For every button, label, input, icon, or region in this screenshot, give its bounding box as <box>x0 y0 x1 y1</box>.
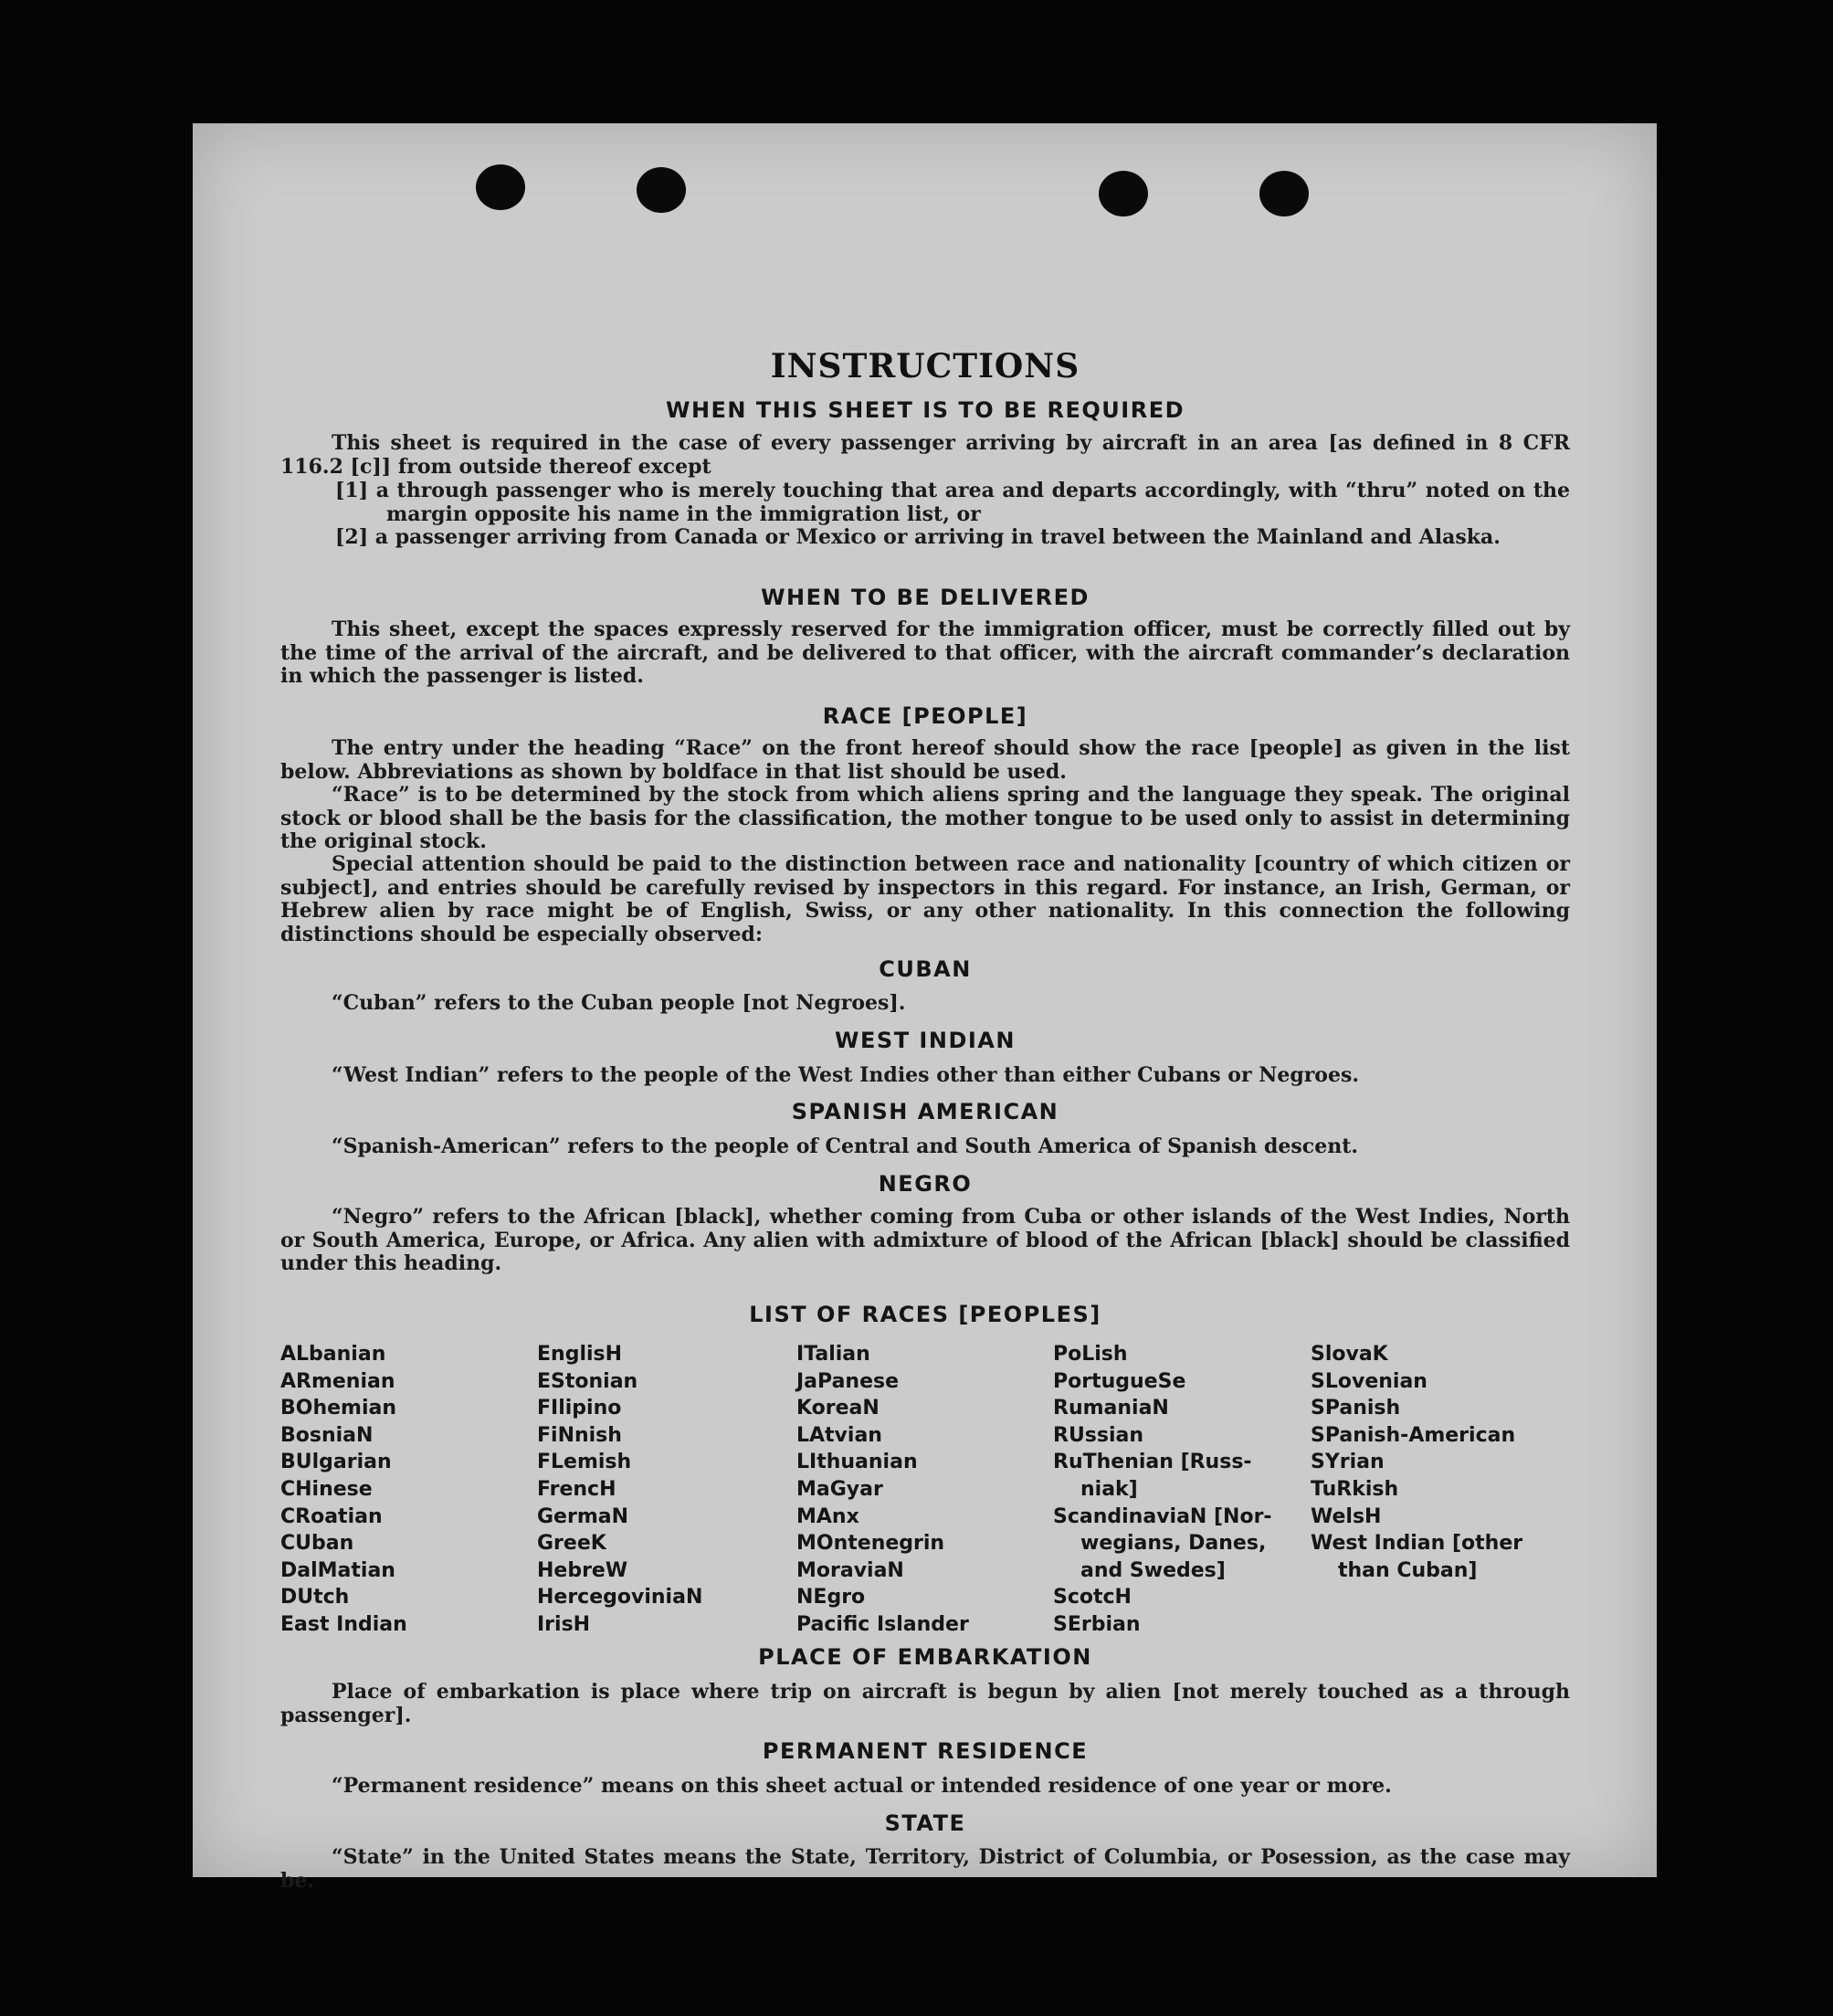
embarkation-text: Place of embarkation is place where trip on aircraft is begun by alien [not merely touched as a through passenger]. <box>280 1680 1570 1727</box>
race-entry: ALbanian <box>280 1343 386 1366</box>
race-entry: GreeK <box>537 1532 606 1556</box>
heading-when-required: WHEN THIS SHEET IS TO BE REQUIRED <box>665 397 1185 423</box>
race-entry-continuation: wegians, Danes, <box>1080 1532 1267 1556</box>
race-entry: IrisH <box>537 1612 591 1636</box>
race-entry: LAtvian <box>796 1423 882 1447</box>
race-entry-continuation: and Swedes] <box>1080 1558 1226 1582</box>
race-entry: BUlgarian <box>280 1451 392 1474</box>
race-entry: SErbian <box>1053 1612 1141 1636</box>
required-intro: This sheet is required in the case of every passenger arriving by aircraft in an area [as defined in 8 CFR 116.2 [c]] from outside thereof except <box>280 431 1570 479</box>
race-entry: BOhemian <box>280 1397 397 1420</box>
heading-when-delivered: WHEN TO BE DELIVERED <box>761 585 1090 610</box>
heading-list-of-races: LIST OF RACES [PEOPLES] <box>749 1302 1101 1327</box>
race-entry: CRoatian <box>280 1504 383 1528</box>
race-entry: CHinese <box>280 1477 373 1501</box>
race-list-column-2 <box>537 1341 702 1639</box>
race-entry: RumaniaN <box>1053 1397 1169 1420</box>
race-entry: Pacific Islander <box>796 1612 969 1636</box>
race-entry-continuation: niak] <box>1080 1477 1138 1501</box>
race-entry: HebreW <box>537 1558 628 1582</box>
race-entry: RuThenian [Russ- <box>1053 1451 1252 1474</box>
race-entry: SPanish-American <box>1311 1423 1516 1447</box>
heading-west-indian: WEST INDIAN <box>835 1028 1016 1053</box>
race-entry: FiNnish <box>537 1423 622 1447</box>
residence-text: “Permanent residence” means on this sheet actual or intended residence of one year or more. <box>332 1774 1392 1798</box>
race-entry: PortugueSe <box>1053 1369 1186 1393</box>
race-list-column-1 <box>280 1341 407 1639</box>
race-entry: PoLish <box>1053 1343 1128 1366</box>
heading-permanent-residence: PERMANENT RESIDENCE <box>762 1738 1089 1764</box>
race-entry: FrencH <box>537 1477 616 1501</box>
race-entry: NEgro <box>796 1586 866 1610</box>
punch-hole <box>1259 171 1309 216</box>
race-entry: KoreaN <box>796 1397 880 1420</box>
race-entry: HercegoviniaN <box>537 1586 703 1610</box>
race-entry: ScotcH <box>1053 1586 1132 1610</box>
race-entry: DalMatian <box>280 1558 395 1582</box>
race-entry: SPanish <box>1311 1397 1401 1420</box>
page-title: INSTRUCTIONS <box>770 347 1080 385</box>
race-paragraph-1: The entry under the heading “Race” on the front hereof should show the race [people] as given in the list below. Abbreviations as shown by boldface in that list should be used. <box>280 736 1570 784</box>
race-entry: MAnx <box>796 1504 859 1528</box>
race-entry: West Indian [other <box>1311 1532 1523 1556</box>
race-entry: CUban <box>280 1532 354 1556</box>
race-paragraph-3: Special attention should be paid to the distinction between race and nationality [country of which citizen or subject], and entries should be carefully revised by inspectors in this regard. For instance, an Irish, German, or Hebrew alien by race might be of English, Swiss, or any other nationality. In this connection the following distinctions should be especially observed: <box>280 852 1570 946</box>
race-entry: RUssian <box>1053 1423 1144 1447</box>
document-page <box>193 123 1657 1893</box>
heading-race: RACE [PEOPLE] <box>822 703 1028 729</box>
race-entry: EnglisH <box>537 1343 623 1366</box>
race-entry: SLovenian <box>1311 1369 1427 1393</box>
race-entry: SYrian <box>1311 1451 1385 1474</box>
race-list-column-5 <box>1311 1341 1522 1584</box>
punch-hole <box>637 167 686 213</box>
required-item-1: [1] a through passenger who is merely touching that area and departs accordingly, with “thru” noted on the margin opposite his name in the immigration list, or <box>335 479 1570 526</box>
race-entry: EStonian <box>537 1369 638 1393</box>
delivered-text: This sheet, except the spaces expressly reserved for the immigration officer, must be correctly filled out by the time of the arrival of the aircraft, and be delivered to that officer, with the aircraft commander’s declaration in which the passenger is listed. <box>280 617 1570 688</box>
race-entry: FIlipino <box>537 1397 622 1420</box>
race-list-column-4 <box>1053 1341 1272 1639</box>
race-entry: MOntenegrin <box>796 1532 945 1556</box>
race-paragraph-2: “Race” is to be determined by the stock from which aliens spring and the language they speak. The original stock or blood shall be the basis for the classification, the mother tongue to be used only to assist in determining the original stock. <box>280 783 1570 853</box>
heading-cuban: CUBAN <box>879 956 972 982</box>
heading-spanish-american: SPANISH AMERICAN <box>791 1099 1059 1124</box>
state-text: “State” in the United States means the State, Territory, District of Columbia, or Posession, as the case may be. <box>280 1845 1570 1893</box>
heading-place-of-embarkation: PLACE OF EMBARKATION <box>758 1644 1092 1670</box>
cuban-text: “Cuban” refers to the Cuban people [not Negroes]. <box>332 991 906 1015</box>
race-entry: TuRkish <box>1311 1477 1399 1501</box>
west-indian-text: “West Indian” refers to the people of the West Indies other than either Cubans or Negroes. <box>332 1063 1360 1087</box>
race-entry: WelsH <box>1311 1504 1382 1528</box>
race-entry: JaPanese <box>796 1369 900 1393</box>
race-entry: East Indian <box>280 1612 407 1636</box>
race-list-column-3 <box>796 1341 969 1639</box>
punch-hole <box>1099 171 1148 216</box>
race-entry: ScandinaviaN [Nor- <box>1053 1504 1272 1528</box>
race-entry: SlovaK <box>1311 1343 1388 1366</box>
race-entry: MoraviaN <box>796 1558 904 1582</box>
race-entry: LIthuanian <box>796 1451 918 1474</box>
race-entry: FLemish <box>537 1451 632 1474</box>
negro-text: “Negro” refers to the African [black], whether coming from Cuba or other islands of the West Indies, North or South America, Europe, or Africa. Any alien with admixture of blood of the African [black] should be classified under this heading. <box>280 1205 1570 1275</box>
heading-state: STATE <box>884 1810 966 1836</box>
race-entry: DUtch <box>280 1586 350 1610</box>
race-entry: MaGyar <box>796 1477 883 1501</box>
required-item-2: [2] a passenger arriving from Canada or Mexico or arriving in travel between the Mainland and Alaska. <box>335 525 1501 549</box>
race-entry: GermaN <box>537 1504 629 1528</box>
race-entry: ARmenian <box>280 1369 395 1393</box>
race-entry: ITalian <box>796 1343 870 1366</box>
race-entry: BosniaN <box>280 1423 374 1447</box>
race-entry-continuation: than Cuban] <box>1338 1558 1478 1582</box>
spanish-american-text: “Spanish-American” refers to the people of Central and South America of Spanish descent. <box>332 1135 1359 1158</box>
punch-hole <box>476 164 525 210</box>
heading-negro: NEGRO <box>878 1171 973 1197</box>
